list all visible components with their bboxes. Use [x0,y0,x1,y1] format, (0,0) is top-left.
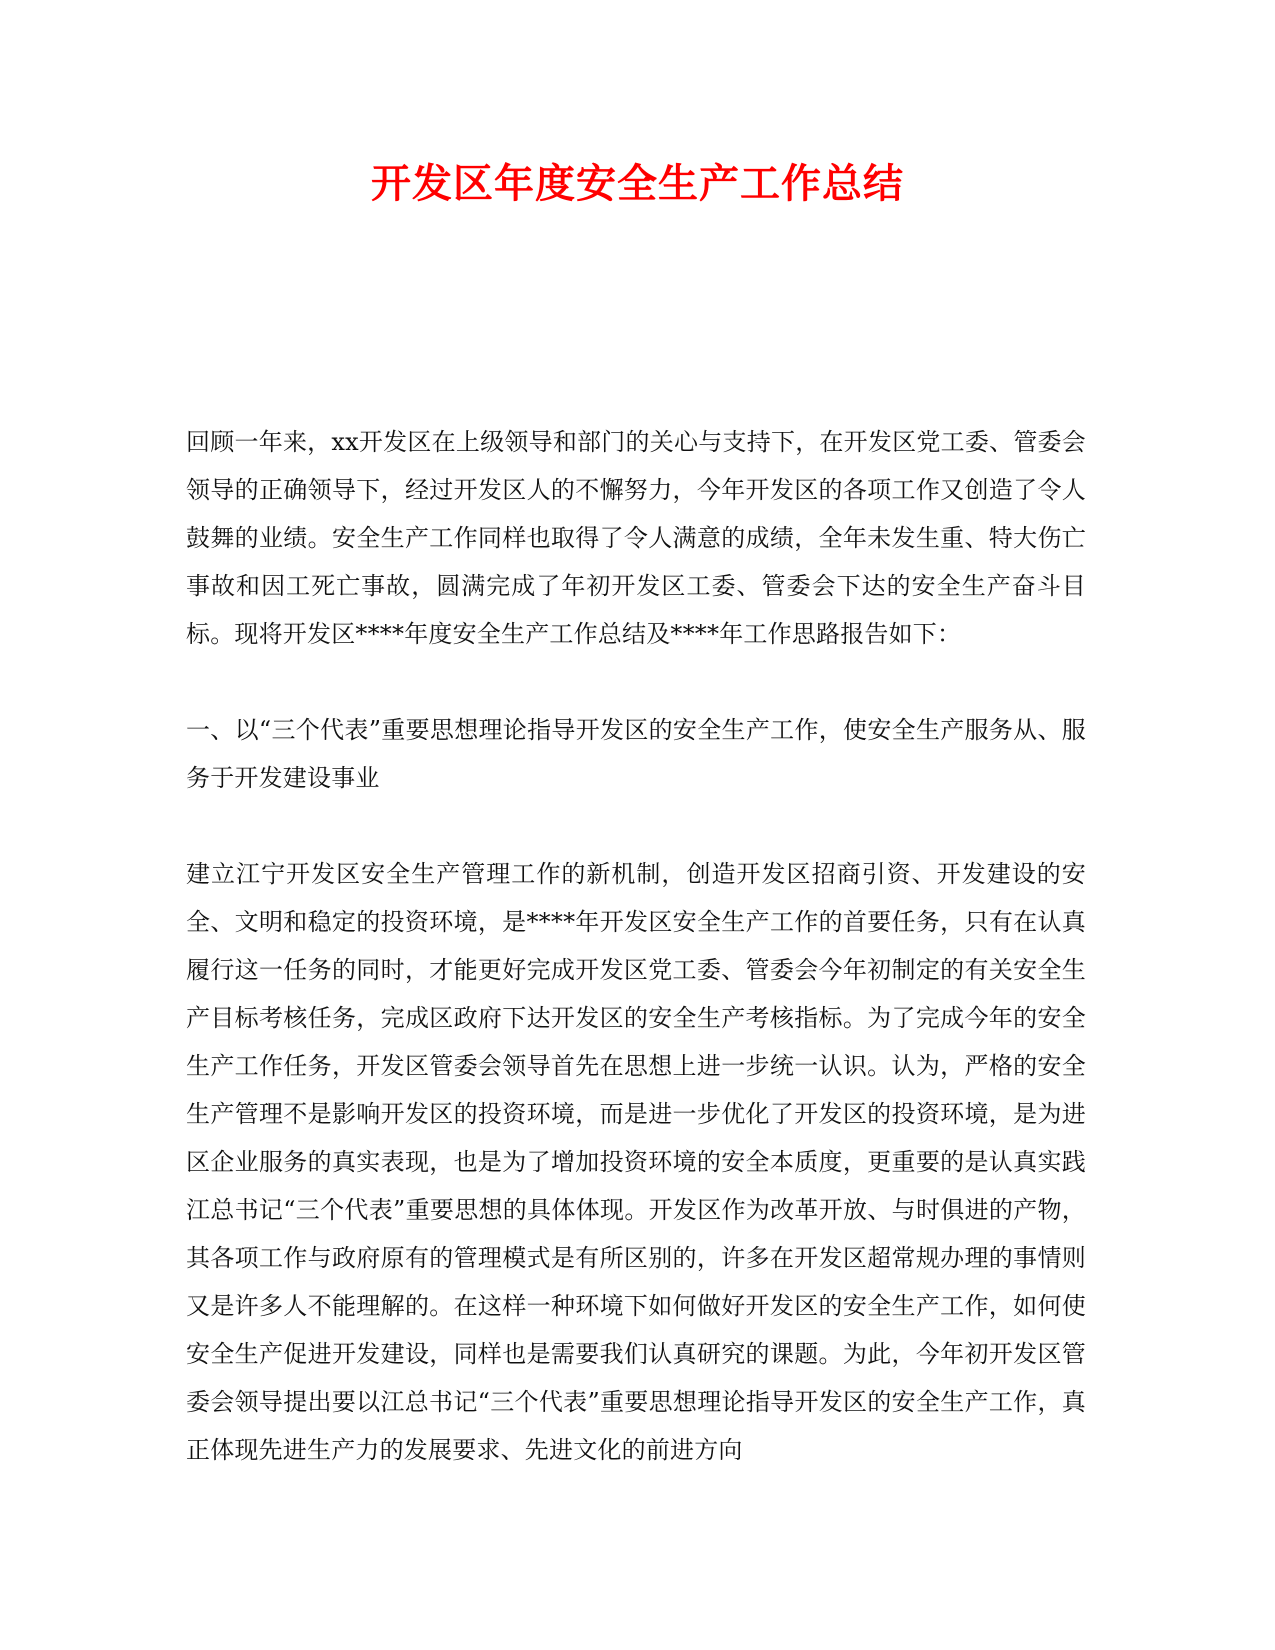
paragraph-body: 建立江宁开发区安全生产管理工作的新机制，创造开发区招商引资、开发建设的安全、文明和稳定的投资环境，是****年开发区安全生产工作的首要任务，只有在认真履行这一任务的同时，才能更好完成开发区党工委、管委会今年初制定的有关安全生产目标考核任务，完成区政府下达开发区的安全生产考核指标。为了完成今年的安全生产工作任务，开发区管委会领导首先在思想上进一步统一认识。认为，严格的安全生产管理不是影响开发区的投资环境，而是进一步优化了开发区的投资环境，是为进区企业服务的真实表现，也是为了增加投资环境的安全本质度，更重要的是认真实践江总书记“三个代表”重要思想的具体体现。开发区作为改革开放、与时俱进的产物，其各项工作与政府原有的管理模式是有所区别的，许多在开发区超常规办理的事情则又是许多人不能理解的。在这样一种环境下如何做好开发区的安全生产工作，如何使安全生产促进开发建设，同样也是需要我们认真研究的课题。为此，今年初开发区管委会领导提出要以江总书记“三个代表”重要思想理论指导开发区的安全生产工作，真正体现先进生产力的发展要求、先进文化的前进方向 [186,860,1086,1464]
document-title: 开发区年度安全生产工作总结 [371,160,904,207]
paragraph-intro: 回顾一年来，xx开发区在上级领导和部门的关心与支持下，在开发区党工委、管委会领导的正确领导下，经过开发区人的不懈努力，今年开发区的各项工作又创造了令人鼓舞的业绩。安全生产工作同样也取得了令人满意的成绩，全年未发生重、特大伤亡事故和因工死亡事故，圆满完成了年初开发区工委、管委会下达的安全生产奋斗目标。现将开发区****年度安全生产工作总结及****年工作思路报告如下： [186,428,1086,648]
section-heading-1: 一、以“三个代表”重要思想理论指导开发区的安全生产工作，使安全生产服务从、服务于开发建设事业 [186,716,1086,792]
